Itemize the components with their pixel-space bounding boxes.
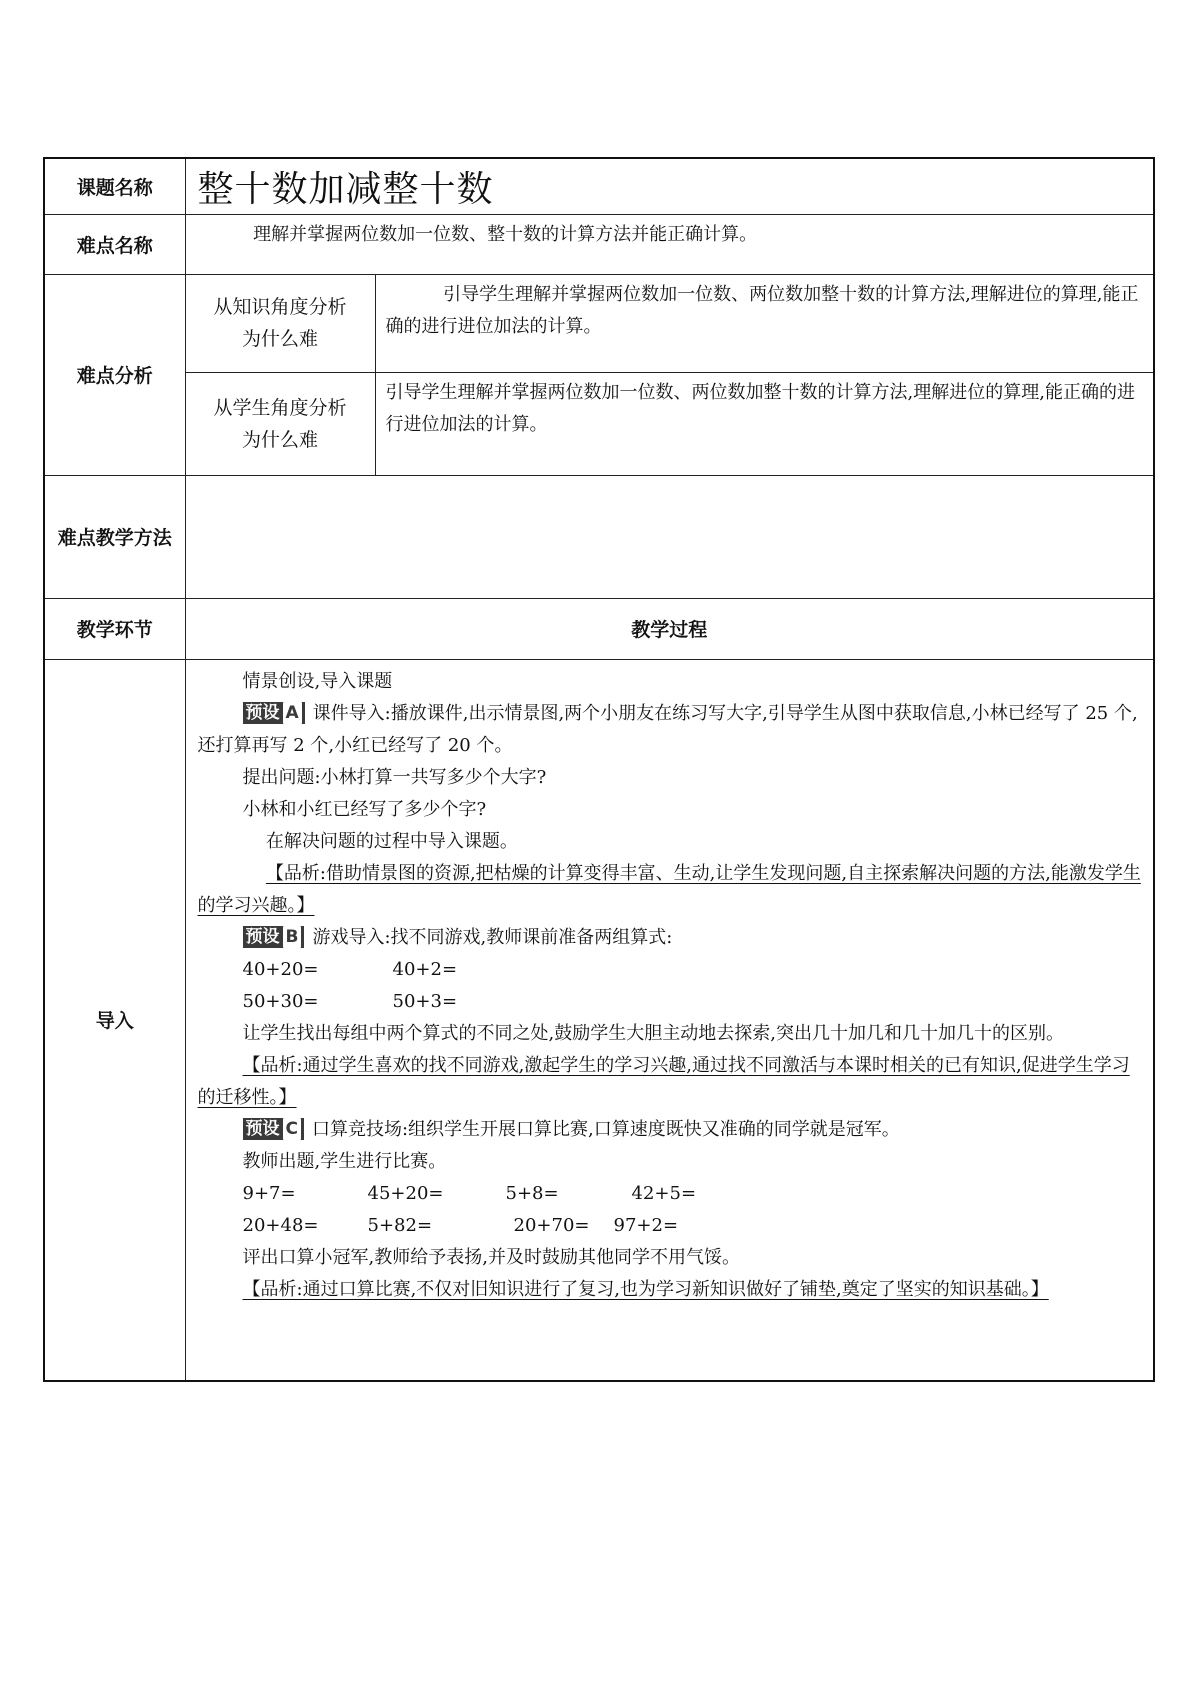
knowledge-cell (375, 274, 1154, 372)
intro-process (185, 659, 1154, 1381)
difficulty-name-value: 理解并掌握两位数加一位数、整十数的计算方法并能正确计算。 (253, 223, 758, 245)
expr: 20+48= (242, 1214, 319, 1236)
expr: 5+82= (367, 1214, 433, 1236)
preset-a-text: 课件导入:播放课件,出示情景图,两个小朋友在练习写大字,引导学生从图中获取信息,小林已经写了 25 个,还打算再写 2 个,小红已经写了 20 个。 (197, 702, 1138, 756)
student-label-cell (185, 372, 375, 475)
preset-a-letter: A (283, 702, 302, 724)
preset-b-letter: B (283, 926, 302, 948)
topic-value: 整十数加减整十数 (185, 158, 1154, 214)
preset-a-paragraph (198, 698, 1142, 762)
row-header (44, 598, 1154, 659)
preset-c-text: 口算竞技场:组织学生开展口算比赛,口算速度既快又准确的同学就是冠军。 (311, 1118, 900, 1140)
student-cell (375, 372, 1154, 475)
preset-b-badge (243, 926, 305, 948)
row-student (44, 372, 1154, 475)
knowledge-label-cell (185, 274, 375, 372)
method-label: 难点教学方法 (44, 475, 185, 598)
preset-a-badge (243, 702, 305, 724)
row-intro (44, 659, 1154, 1381)
knowledge-value: 引导学生理解并掌握两位数加一位数、两位数加整十数的计算方法,理解进位的算理,能正确的进行进位加法的计算。 (385, 283, 1139, 337)
difficulty-analysis-label: 难点分析 (44, 274, 185, 475)
preset-b-word: 预设 (245, 926, 280, 947)
analysis-c: 【品析:通过口算比赛,不仅对旧知识进行了复习,也为学习新知识做好了铺垫,奠定了坚实的知识基础。】 (242, 1278, 1049, 1300)
analysis-b: 【品析:通过学生喜欢的找不同游戏,激起学生的学习兴趣,通过找不同激活与本课时相关的已有知识,促进学生学习的迁移性。】 (197, 1054, 1130, 1108)
expr-b-row-2 (198, 986, 1142, 1018)
preset-c-paragraph (198, 1114, 1142, 1146)
lead-text: 在解决问题的过程中导入课题。 (265, 830, 518, 852)
row-method (44, 475, 1154, 598)
expr-c-row-2 (198, 1210, 1142, 1242)
knowledge-label: 从知识角度分析为什么难 (213, 296, 347, 350)
intro-heading: 情景创设,导入课题 (242, 670, 393, 692)
expr: 50+3= (392, 990, 458, 1012)
intro-label: 导入 (44, 659, 185, 1381)
student-value: 引导学生理解并掌握两位数加一位数、两位数加整十数的计算方法,理解进位的算理,能正确的进行进位加法的计算。 (385, 381, 1135, 435)
expr-c-row-1 (198, 1178, 1142, 1210)
expr-b-row-1 (198, 954, 1142, 986)
expr: 5+8= (505, 1182, 559, 1204)
preset-a-word: 预设 (245, 702, 280, 723)
difficulty-name-label: 难点名称 (44, 214, 185, 274)
difficulty-name-cell (185, 214, 1154, 274)
preset-c-letter: C (283, 1118, 301, 1140)
preset-b-text: 游戏导入:找不同游戏,教师课前准备两组算式: (312, 926, 673, 948)
student-label: 从学生角度分析为什么难 (213, 396, 347, 451)
expr: 97+2= (613, 1214, 679, 1236)
lesson-plan-table (43, 157, 1155, 1382)
award-text: 评出口算小冠军,教师给予表扬,并及时鼓励其他同学不用气馁。 (242, 1246, 740, 1268)
row-difficulty-name (44, 214, 1154, 274)
process-label: 教学过程 (185, 598, 1154, 659)
expr: 42+5= (631, 1182, 697, 1204)
preset-b-paragraph (198, 922, 1142, 954)
row-topic (44, 158, 1154, 214)
preset-c-badge (243, 1118, 304, 1140)
topic-label: 课题名称 (44, 158, 185, 214)
expr: 50+30= (242, 990, 319, 1012)
question-2: 小林和小红已经写了多少个字? (242, 798, 487, 820)
preset-c-word: 预设 (245, 1118, 280, 1139)
expr: 40+2= (392, 958, 458, 980)
explain-b: 让学生找出每组中两个算式的不同之处,鼓励学生大胆主动地去探索,突出几十加几和几十加几十的区别。 (242, 1022, 1064, 1044)
teacher-text: 教师出题,学生进行比赛。 (242, 1150, 447, 1172)
expr: 20+70= (513, 1214, 590, 1236)
method-value (185, 475, 1154, 598)
row-knowledge (44, 274, 1154, 372)
question-1: 提出问题:小林打算一共写多少个大字? (242, 766, 547, 788)
expr: 9+7= (242, 1182, 296, 1204)
analysis-a: 【品析:借助情景图的资源,把枯燥的计算变得丰富、生动,让学生发现问题,自主探索解决问题的方法,能激发学生的学习兴趣。】 (197, 862, 1141, 916)
stage-label: 教学环节 (44, 598, 185, 659)
expr: 40+20= (242, 958, 319, 980)
expr: 45+20= (367, 1182, 444, 1204)
